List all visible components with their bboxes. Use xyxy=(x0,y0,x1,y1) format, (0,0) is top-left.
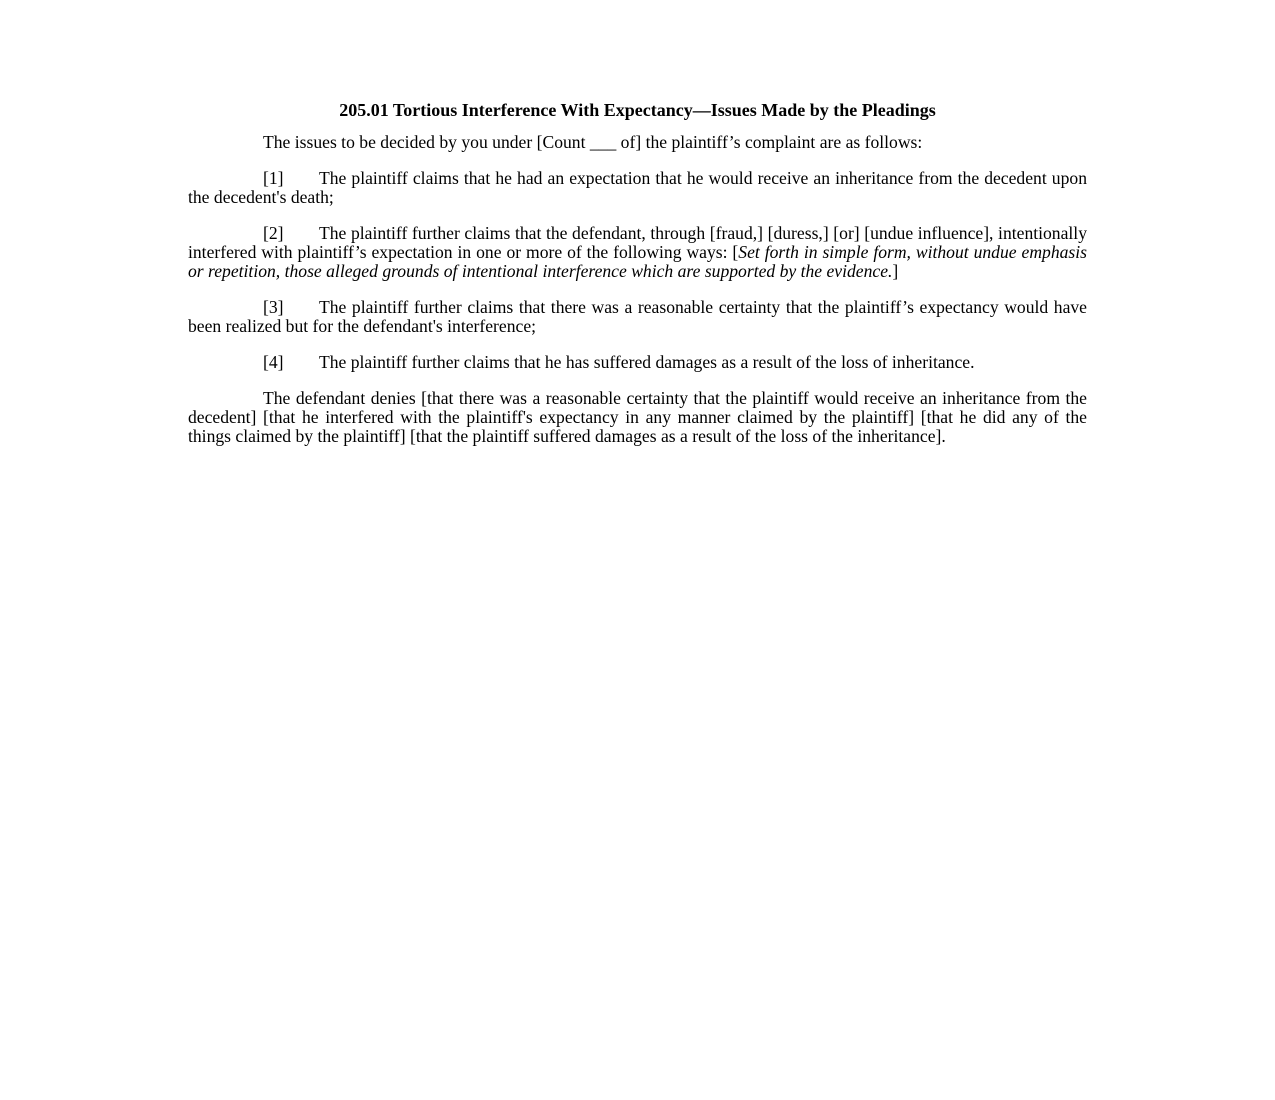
issue-instruction-2: Set forth in simple form, without undue emphasis or repetition, those alleged grounds of intentional interference which are supported by the evidence. xyxy=(188,242,1087,281)
issue-paragraph-4 xyxy=(188,353,1087,372)
issue-number-2: [2] xyxy=(263,223,284,243)
denial-paragraph: The defendant denies [that there was a reasonable certainty that the plaintiff would receive an inheritance from the decedent] [that he interfered with the plaintiff's expectancy in any manner claimed by the plaintiff] [that he did any of the things claimed by the plaintiff] [that the plaintiff suffered damages as a result of the loss of the inheritance]. xyxy=(188,388,1087,446)
issue-text-1: The plaintiff claims that he had an expectation that he would receive an inheritance from the decedent upon the decedent's death; xyxy=(188,168,1087,207)
issue-closing-2: ] xyxy=(892,261,899,281)
issue-paragraph-3 xyxy=(188,298,1087,336)
issue-text-3: The plaintiff further claims that there was a reasonable certainty that the plaintiff’s expectancy would have been realized but for the defendant's interference; xyxy=(188,297,1087,336)
document-title: 205.01 Tortious Interference With Expectancy—Issues Made by the Pleadings xyxy=(339,100,936,120)
issue-number-3: [3] xyxy=(263,297,284,317)
intro-paragraph: The issues to be decided by you under [Count ___ of] the plaintiff’s complaint are as follows: xyxy=(263,132,923,152)
issue-paragraph-1 xyxy=(188,169,1087,207)
issue-number-4: [4] xyxy=(263,352,284,372)
issue-paragraph-2 xyxy=(188,224,1087,281)
issue-number-1: [1] xyxy=(263,168,284,188)
issue-text-4: The plaintiff further claims that he has suffered damages as a result of the loss of inheritance. xyxy=(319,352,975,372)
document-page xyxy=(188,98,1087,463)
issue-text-2: The plaintiff further claims that the defendant, through [fraud,] [duress,] [or] [undue influence], intentionally interfered with plaintiff’s expectation in one or more of the following ways: [ xyxy=(188,223,1087,262)
